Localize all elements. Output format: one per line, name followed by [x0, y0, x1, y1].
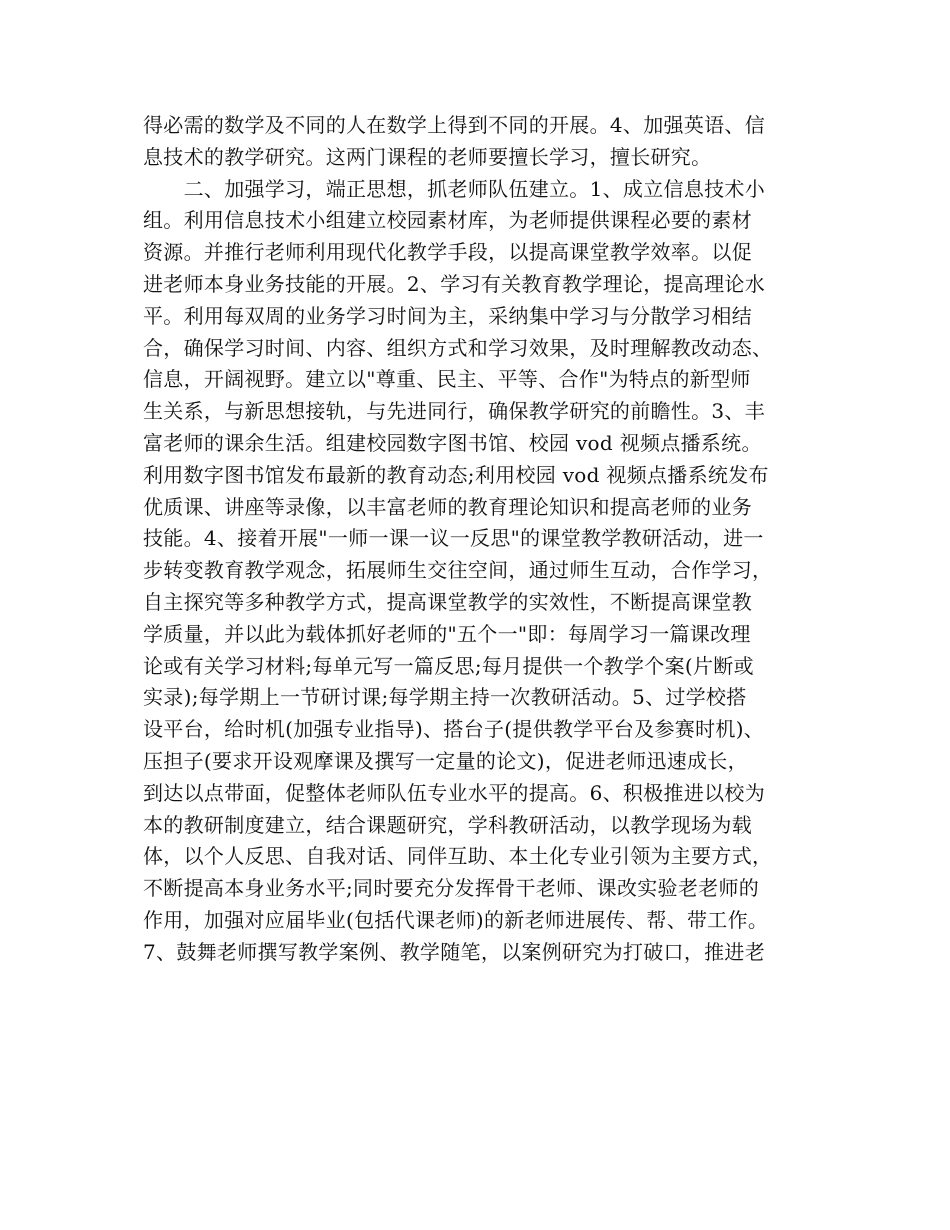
- text-line: 不断提高本身业务水平;同时要充分发挥骨干老师、课改实验老老师的: [143, 876, 760, 901]
- text-line: 合，确保学习时间、内容、组织方式和学习效果，及时理解教改动态、: [143, 335, 773, 360]
- text-line: 优质课、讲座等录像，以丰富老师的教育理论知识和提高老师的业务: [143, 494, 752, 519]
- body-text: [143, 110, 823, 969]
- text-line: 压担子(要求开设观摩课及撰写一定量的论文)，促进老师迅速成长，: [143, 748, 748, 773]
- text-line: 学质量，并以此为载体抓好老师的"五个一"即：每周学习一篇课改理: [143, 621, 751, 646]
- text-line: 本的教研制度建立，结合课题研究，学科教研活动，以教学现场为载: [143, 812, 752, 837]
- text-line: 组。利用信息技术小组建立校园素材库，为老师提供课程必要的素材: [143, 208, 752, 233]
- text-line: 技能。4、接着开展"一师一课一议一反思"的课堂教学教研活动，进一: [143, 526, 764, 551]
- text-line: 得必需的数学及不同的人在数学上得到不同的开展。4、加强英语、信: [143, 113, 766, 137]
- text-line: 设平台，给时机(加强专业指导)、搭台子(提供教学平台及参赛时机)、: [143, 717, 765, 742]
- text-line: 实录);每学期上一节研讨课;每学期主持一次教研活动。5、过学校搭: [143, 685, 747, 710]
- text-line: 论或有关学习材料;每单元写一篇反思;每月提供一个教学个案(片断或: [143, 653, 754, 678]
- text-line: 息技术的教学研究。这两门课程的老师要擅长学习，擅长研究。: [143, 144, 712, 169]
- text-line: 信息，开阔视野。建立以"尊重、民主、平等、合作"为特点的新型师: [143, 367, 751, 392]
- text-line: 步转变教育教学观念，拓展师生交往空间，通过师生互动，合作学习，: [143, 558, 773, 583]
- text-line: 资源。并推行老师利用现代化教学手段，以提高课堂教学效率。以促: [143, 240, 752, 265]
- text-line: 到达以点带面，促整体老师队伍专业水平的提高。6、积极推进以校为: [143, 780, 766, 805]
- text-line: 体，以个人反思、自我对话、同伴互助、本土化专业引领为主要方式，: [143, 844, 773, 869]
- text-line: 自主探究等多种教学方式，提高课堂教学的实效性，不断提高课堂教: [143, 589, 752, 614]
- text-line: 平。利用每双周的业务学习时间为主，采纳集中学习与分散学习相结: [143, 303, 752, 328]
- text-line: 进老师本身业务技能的开展。2、学习有关教育教学理论，提高理论水: [143, 271, 766, 296]
- text-line: 生关系，与新思想接轨，与先进同行，确保教学研究的前瞻性。3、丰: [143, 399, 766, 424]
- text-line: 富老师的课余生活。组建校园数字图书馆、校园 vod 视频点播系统。: [143, 430, 762, 455]
- text-line: 作用，加强对应届毕业(包括代课老师)的新老师进展传、帮、带工作。: [143, 907, 769, 932]
- text-line: 利用数字图书馆发布最新的教育动态;利用校园 vod 视频点播系统发布: [143, 462, 769, 487]
- text-line: 7、鼓舞老师撰写教学案例、教学随笔，以案例研究为打破口，推进老: [143, 939, 766, 964]
- text-line: 二、加强学习，端正思想，抓老师队伍建立。1、成立信息技术小: [143, 176, 766, 201]
